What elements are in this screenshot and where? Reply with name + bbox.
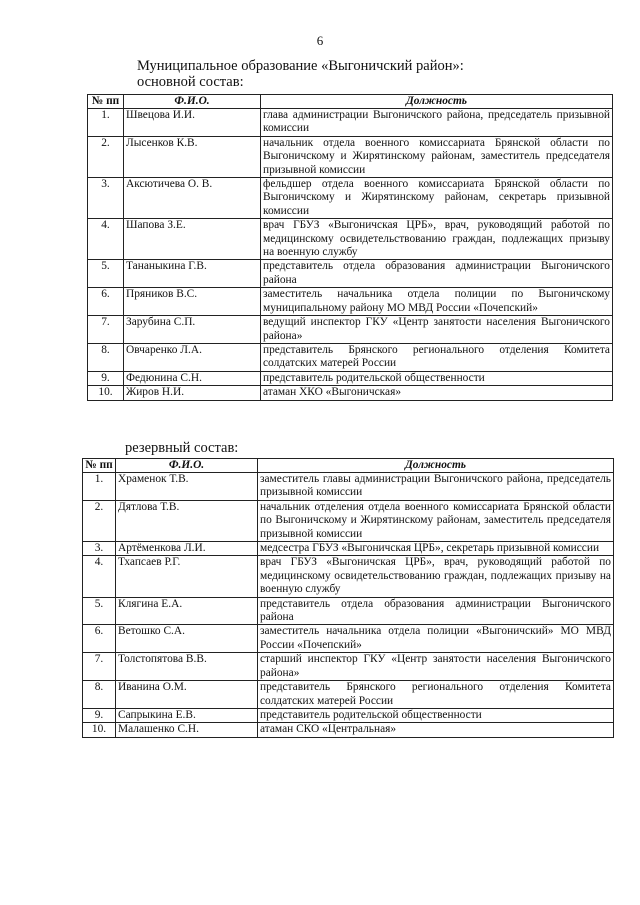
member-name: Швецова И.И.	[124, 109, 261, 137]
table-row	[83, 542, 614, 556]
main-composition-table	[87, 94, 613, 401]
row-number: 2.	[83, 500, 116, 541]
member-position: атаман ХКО «Выгоничская»	[261, 386, 613, 400]
table-row	[88, 371, 613, 385]
column-header-number: № пп	[83, 459, 116, 473]
member-name: Жиров Н.И.	[124, 386, 261, 400]
member-name: Толстопятова В.В.	[116, 653, 258, 681]
table-row	[88, 343, 613, 371]
row-number: 4.	[88, 219, 124, 260]
table-row	[83, 625, 614, 653]
member-name: Сапрыкина Е.В.	[116, 708, 258, 722]
member-name: Зарубина С.П.	[124, 316, 261, 344]
member-position: представитель Брянского регионального отделения Комитета солдатских матерей России	[261, 343, 613, 371]
table-row	[83, 597, 614, 625]
row-number: 10.	[88, 386, 124, 400]
member-position: старший инспектор ГКУ «Центр занятости населения Выгоничского района»	[258, 653, 614, 681]
table-row	[88, 260, 613, 288]
column-header-position: Должность	[258, 459, 614, 473]
table-row	[88, 386, 613, 400]
row-number: 8.	[88, 343, 124, 371]
member-name: Храменок Т.В.	[116, 473, 258, 501]
table-row	[88, 288, 613, 316]
member-position: глава администрации Выгоничского района, председатель призывной комиссии	[261, 109, 613, 137]
table-row	[83, 500, 614, 541]
table-row	[83, 708, 614, 722]
member-name: Тхапсаев Р.Г.	[116, 556, 258, 597]
member-position: атаман СКО «Центральная»	[258, 723, 614, 737]
row-number: 1.	[83, 473, 116, 501]
member-name: Лысенков К.В.	[124, 136, 261, 177]
row-number: 9.	[88, 371, 124, 385]
member-position: представитель отдела образования администрации Выгоничского района	[261, 260, 613, 288]
reserve-composition-table	[82, 458, 614, 738]
table-row	[88, 109, 613, 137]
member-position: медсестра ГБУЗ «Выгоничская ЦРБ», секретарь призывной комиссии	[258, 542, 614, 556]
table-row	[83, 723, 614, 737]
member-position: представитель Брянского регионального отделения Комитета солдатских матерей России	[258, 681, 614, 709]
member-name: Шапова З.Е.	[124, 219, 261, 260]
row-number: 4.	[83, 556, 116, 597]
member-name: Овчаренко Л.А.	[124, 343, 261, 371]
column-header-name: Ф.И.О.	[116, 459, 258, 473]
row-number: 6.	[88, 288, 124, 316]
member-position: ведущий инспектор ГКУ «Центр занятости населения Выгоничского района»	[261, 316, 613, 344]
table-row	[83, 556, 614, 597]
row-number: 5.	[83, 597, 116, 625]
member-position: врач ГБУЗ «Выгоничская ЦРБ», врач, руководящий работой по медицинскому освидетельствованию граждан, подлежащих призыву на военную службу	[258, 556, 614, 597]
member-name: Артёменкова Л.И.	[116, 542, 258, 556]
member-name: Клягина Е.А.	[116, 597, 258, 625]
member-name: Федюнина С.Н.	[124, 371, 261, 385]
row-number: 1.	[88, 109, 124, 137]
member-position: заместитель главы администрации Выгоничского района, председатель призывной комиссии	[258, 473, 614, 501]
column-header-name: Ф.И.О.	[124, 95, 261, 109]
row-number: 5.	[88, 260, 124, 288]
main-composition-caption: основной состав:	[137, 74, 244, 90]
reserve-composition-caption: резервный состав:	[125, 440, 239, 456]
table-row	[83, 681, 614, 709]
page-number: 6	[316, 33, 324, 48]
row-number: 10.	[83, 723, 116, 737]
table-header-row	[83, 459, 614, 473]
table-row	[88, 136, 613, 177]
table-header-row	[88, 95, 613, 109]
row-number: 3.	[88, 178, 124, 219]
member-name: Дятлова Т.В.	[116, 500, 258, 541]
row-number: 7.	[88, 316, 124, 344]
municipality-heading: Муниципальное образование «Выгоничский район»:	[137, 58, 464, 74]
table-row	[88, 219, 613, 260]
column-header-position: Должность	[261, 95, 613, 109]
row-number: 7.	[83, 653, 116, 681]
member-position: фельдшер отдела военного комиссариата Брянской области по Выгоничскому и Жирятинскому районам, секретарь призывной комиссии	[261, 178, 613, 219]
table-row	[88, 316, 613, 344]
member-position: заместитель начальника отдела полиции «Выгоничский» МО МВД России «Почепский»	[258, 625, 614, 653]
member-name: Пряников В.С.	[124, 288, 261, 316]
row-number: 6.	[83, 625, 116, 653]
table-row	[88, 178, 613, 219]
member-position: начальник отдела военного комиссариата Брянской области по Выгоничскому и Жирятинскому районам, заместитель председателя призывной комиссии	[261, 136, 613, 177]
member-position: представитель родительской общественности	[261, 371, 613, 385]
member-position: представитель отдела образования администрации Выгоничского района	[258, 597, 614, 625]
member-name: Иванина О.М.	[116, 681, 258, 709]
member-position: врач ГБУЗ «Выгоничская ЦРБ», врач, руководящий работой по медицинскому освидетельствованию граждан, подлежащих призыву на военную службу	[261, 219, 613, 260]
member-name: Тананыкина Г.В.	[124, 260, 261, 288]
row-number: 2.	[88, 136, 124, 177]
member-position: представитель родительской общественности	[258, 708, 614, 722]
row-number: 8.	[83, 681, 116, 709]
member-position: заместитель начальника отдела полиции по Выгоничскому муниципальному району МО МВД России «Почепский»	[261, 288, 613, 316]
member-position: начальник отделения отдела военного комиссариата Брянской области по Выгоничскому и Жирятинскому районам, заместитель председателя призывной комиссии	[258, 500, 614, 541]
member-name: Ветошко С.А.	[116, 625, 258, 653]
table-row	[83, 653, 614, 681]
row-number: 3.	[83, 542, 116, 556]
column-header-number: № пп	[88, 95, 124, 109]
table-row	[83, 473, 614, 501]
row-number: 9.	[83, 708, 116, 722]
member-name: Аксютичева О. В.	[124, 178, 261, 219]
member-name: Малашенко С.Н.	[116, 723, 258, 737]
